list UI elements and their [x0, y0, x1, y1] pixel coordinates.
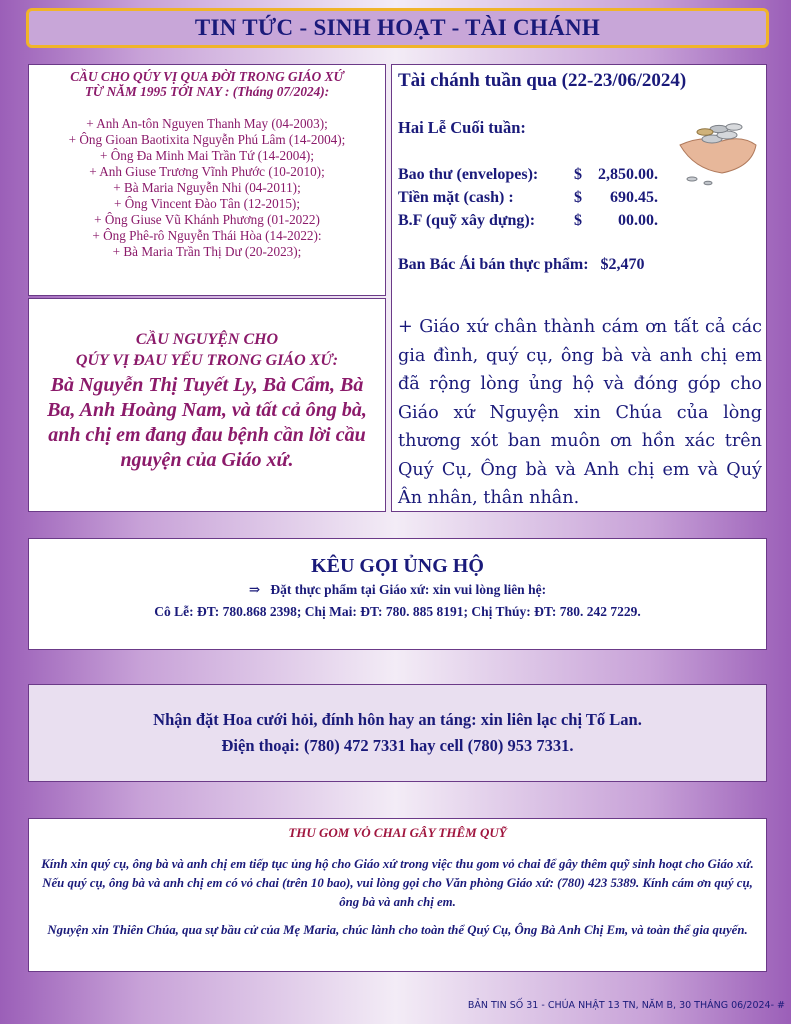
blessing-paragraph: Nguyện xin Thiên Chúa, qua sự bầu cử của Mẹ Maria, chúc lành cho toàn thể Quý Cụ, Ông Bà Anh Chị Em, và toàn thể gia quyến. [47, 923, 748, 937]
deceased-title [35, 69, 379, 99]
finance-row-currency: $ [574, 166, 582, 183]
bottles-paragraph: Kính xin quý cụ, ông bà và anh chị em tiếp tục ủng hộ cho Giáo xứ trong việc thu gom vỏ chai để gây thêm quỹ sinh hoạt cho Giáo xứ. Nếu quý cụ, ông bà và anh chị em có vỏ chai (trên 10 bao), vui lòng gọi cho Văn phòng Giáo xứ: (780) 423 5389. Kính cám ơn quý cụ, ông bà và anh chị em. [41, 857, 754, 909]
sick-names: Bà Nguyễn Thị Tuyết Ly, Bà Cẩm, Bà Ba, Anh Hoàng Nam, và tất cả ông bà, anh chị em đang đau bệnh cần lời cầu nguyện của Giáo xứ. [47, 374, 367, 471]
list-item: + Bà Maria Trần Thị Dư (20-2023); [112, 244, 302, 259]
weekend-masses-label: Hai Lễ Cuối tuần: [398, 118, 526, 137]
appeal-subtitle [29, 582, 766, 598]
charity-sales-label: Ban Bác Ái bán thực phẩm: [398, 256, 589, 273]
list-item: + Anh An-tôn Nguyen Thanh May (04-2003); [86, 116, 328, 131]
deceased-title-line1: CẦU CHO QÚY VỊ QUA ĐỜI TRONG GIÁO XỨ [70, 69, 344, 84]
charity-sales-value: $2,470 [600, 256, 645, 273]
coins-in-hands-icon [672, 105, 762, 187]
finance-row-label: Bao thư (envelopes): [398, 166, 539, 183]
finance-row-amount: 2,850.00. [598, 166, 658, 183]
list-item: + Ông Gioan Baotixita Nguyễn Phú Lâm (14-2004); [68, 132, 346, 147]
flowers-phone: Điện thoại: (780) 472 7331 hay cell (780) 953 7331. [221, 736, 574, 755]
page-footer: BẢN TIN SỐ 31 - CHÚA NHẬT 13 TN, NĂM B, 30 THÁNG 06/2024- # [467, 1000, 785, 1011]
flowers-order-box [28, 684, 767, 782]
list-item: + Ông Giuse Vũ Khánh Phương (01-2022) [94, 212, 320, 227]
finance-row-label: Tiền mặt (cash) : [398, 189, 514, 206]
appeal-phones: Cô Lễ: ĐT: 780.868 2398; Chị Mai: ĐT: 780. 885 8191; Chị Thúy: ĐT: 780. 242 7229. [154, 604, 641, 619]
finance-row-cash [398, 189, 668, 211]
arrow-right-icon: ⇒ [248, 582, 261, 597]
finance-title: Tài chánh tuần qua (22-23/06/2024) [398, 70, 687, 91]
page-title: TIN TỨC - SINH HOẠT - TÀI CHÁNH [194, 15, 601, 40]
sick-title-line1: CẦU NGUYỆN CHO [135, 331, 279, 348]
finance-row-amount: 00.00. [618, 212, 658, 229]
list-item: + Ông Đa Minh Mai Trần Tứ (14-2004); [100, 148, 314, 163]
thanks-message: + Giáo xứ chân thành cám ơn tất cả các gia đình, quý cụ, ông bà và anh chị em đã rộng lòng ủng hộ và đóng góp cho Giáo xứ Nguyện xin Chúa của lòng thương xót ban muôn ơn hồn xác trên Quý Cụ, Ông bà và Anh chị em và Quý Ân nhân, thân nhân. [398, 317, 762, 508]
list-item: + Bà Maria Nguyễn Nhi (04-2011); [113, 180, 301, 195]
finance-box [391, 64, 767, 512]
page-header [26, 8, 769, 48]
finance-row-envelopes [398, 166, 668, 188]
finance-row-currency: $ [574, 212, 582, 229]
sick-prayer-box [28, 298, 386, 512]
appeal-title: KÊU GỌI ỦNG HỘ [311, 555, 484, 577]
list-item: + Ông Phê-rô Nguyễn Thái Hòa (14-2022): [92, 228, 322, 243]
list-item: + Anh Giuse Trương Vĩnh Phước (10-2010); [89, 164, 325, 179]
deceased-title-line2: TỪ NĂM 1995 TỚI NAY : (Tháng 07/2024): [84, 84, 330, 99]
support-appeal-box [28, 538, 767, 650]
finance-row-currency: $ [574, 189, 582, 206]
flowers-line1: Nhận đặt Hoa cưới hỏi, đính hôn hay an táng: xin liên lạc chị Tố Lan. [153, 710, 642, 729]
charity-sales [398, 256, 645, 274]
bottle-collection-box [28, 818, 767, 972]
finance-row-label: B.F (quỹ xây dựng): [398, 212, 536, 229]
deceased-prayer-box [28, 64, 386, 296]
bottles-title: THU GOM VỎ CHAI GÂY THÊM QUỸ [288, 825, 507, 840]
sick-title-line2: QÚY VỊ ĐAU YẾU TRONG GIÁO XỨ: [75, 352, 339, 369]
appeal-subtitle-text: Đặt thực phẩm tại Giáo xứ: xin vui lòng liên hệ: [270, 582, 547, 597]
finance-row-building-fund [398, 212, 668, 234]
list-item: + Ông Vincent Đào Tân (12-2015); [114, 196, 300, 211]
deceased-list [35, 116, 379, 260]
finance-row-amount: 690.45. [610, 189, 658, 206]
